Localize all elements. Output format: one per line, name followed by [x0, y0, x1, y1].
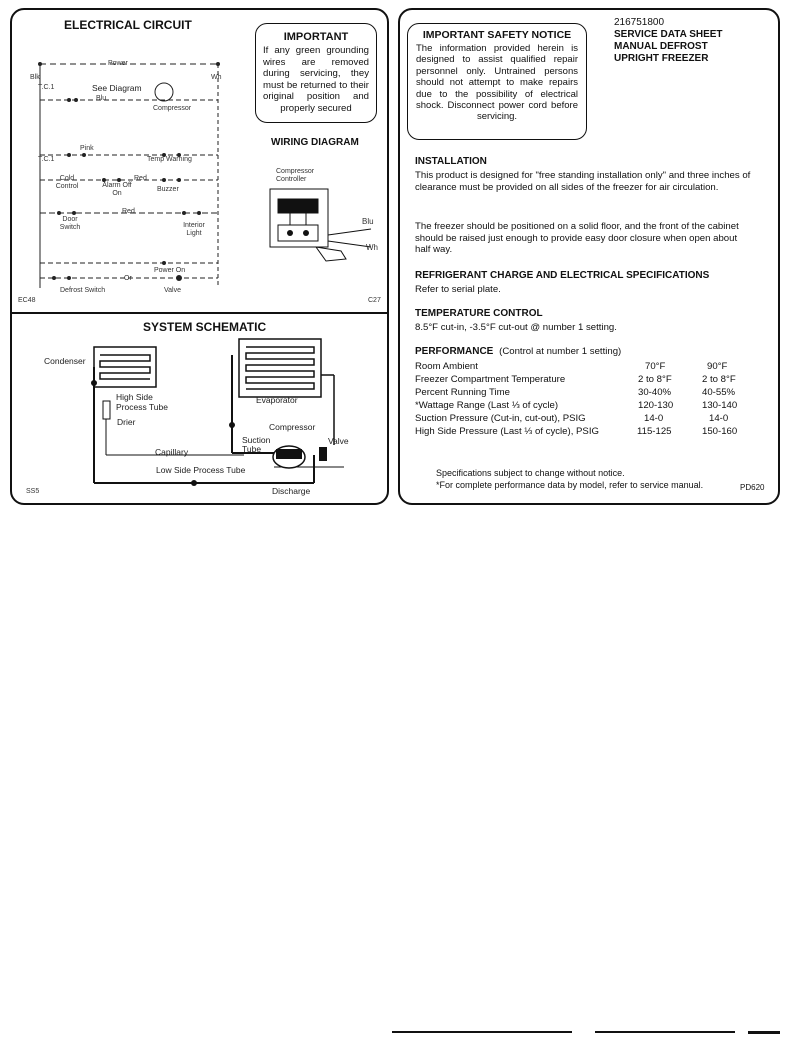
label-red: Red — [134, 175, 147, 182]
label-door-switch: Door Switch — [59, 216, 81, 232]
label-valve: Valve — [164, 287, 181, 294]
footer-note2: *For complete performance data by model, refer to service manual. — [436, 480, 704, 490]
perf-label: Percent Running Time — [415, 387, 510, 398]
perf-label: *Wattage Range (Last ⅓ of cycle) — [415, 400, 559, 411]
performance-heading-line — [415, 347, 621, 357]
footer-code: PD620 — [740, 483, 765, 492]
electrical-code-right: C27 — [368, 297, 381, 304]
schematic-discharge: Discharge — [272, 486, 311, 496]
label-power-on: Power On — [154, 267, 186, 274]
perf-label: Room Ambient — [415, 361, 478, 372]
label-or: Or — [124, 275, 132, 282]
bottom-edge-line-2 — [595, 1031, 735, 1033]
label-tc1: T.C.1 — [38, 84, 55, 91]
schematic-high-side: High Side Process Tube — [116, 392, 168, 412]
header-line2: MANUAL DEFROST — [614, 41, 708, 52]
schematic-drier: Drier — [117, 417, 136, 427]
label-buzzer: Buzzer — [157, 186, 179, 193]
perf-b: 90°F — [707, 361, 728, 372]
installation-para1: This product is designed for "free standing installation only" and three inches of clearance must be provided on all sides of the freezer for air circulation. — [415, 170, 751, 193]
temperature-heading: TEMPERATURE CONTROL — [415, 308, 543, 319]
refrigerant-heading: REFRIGERANT CHARGE AND ELECTRICAL SPECIFICATIONS — [415, 270, 710, 281]
performance-table — [415, 361, 785, 451]
schematic-compressor: Compressor — [269, 422, 316, 432]
perf-a: 30-40% — [638, 387, 672, 398]
safety-notice-body: The information provided herein is designed to assist qualified repair personnel only. Untrained persons should not attempt to make repairs due to the possibility of electrical shock. Disconnect power cord before servicing. — [416, 43, 578, 123]
schematic-suction-tube: Suction Tube — [242, 435, 271, 455]
label-power: Power — [108, 60, 128, 67]
part-number: 216751800 — [614, 17, 665, 28]
bottom-edge-line-3 — [748, 1031, 780, 1034]
performance-row — [415, 426, 785, 440]
wiring-wh: Wh — [366, 243, 378, 252]
perf-a: 2 to 8°F — [638, 374, 672, 385]
wiring-blu: Blu — [362, 217, 374, 226]
label-tc1b: T.C.1 — [38, 156, 55, 163]
label-pink: Pink — [80, 145, 94, 152]
header-line1: SERVICE DATA SHEET — [614, 29, 723, 40]
installation-para2: The freezer should be positioned on a solid floor, and the front of the cabinet should be raised just enough to provide easy door closure when open about half way. — [415, 221, 739, 255]
perf-a: 70°F — [645, 361, 666, 372]
important-box — [255, 23, 377, 123]
label-compressor: Compressor — [153, 105, 192, 112]
perf-a: 115-125 — [637, 426, 672, 437]
performance-row — [415, 374, 785, 388]
label-blu: Blu — [96, 95, 107, 102]
label-cold-control: Cold Control — [55, 175, 79, 191]
performance-heading-note: (Control at number 1 setting) — [499, 346, 622, 357]
footer-note1: Specifications subject to change without notice. — [436, 468, 625, 478]
important-body: If any green grounding wires are removed during servicing, they must be returned to their original position and properly secured — [263, 45, 369, 114]
label-interior-light: Interior Light — [183, 222, 205, 238]
bottom-edge-line-1 — [392, 1031, 572, 1033]
perf-b: 130-140 — [702, 400, 738, 411]
perf-label: Freezer Compartment Temperature — [415, 374, 566, 385]
schematic-evaporator: Evaporator — [256, 395, 298, 405]
electrical-circuit-diagram — [14, 40, 244, 310]
label-red2: Red — [122, 208, 135, 215]
installation-heading: INSTALLATION — [415, 156, 487, 167]
perf-label: High Side Pressure (Last ⅓ of cycle), PSIG — [415, 426, 599, 437]
temperature-body: 8.5°F cut-in, -3.5°F cut-out @ number 1 setting. — [415, 322, 617, 333]
label-blk: Blk — [30, 74, 40, 81]
perf-b: 40-55% — [702, 387, 736, 398]
schematic-capillary: Capillary — [155, 447, 189, 457]
schematic-valve: Valve — [328, 436, 349, 446]
perf-b: 150-160 — [702, 426, 738, 437]
perf-b: 2 to 8°F — [702, 374, 736, 385]
safety-notice-title: IMPORTANT SAFETY NOTICE — [422, 29, 572, 41]
schematic-code: SS5 — [26, 488, 40, 495]
schematic-condenser: Condenser — [44, 356, 86, 366]
wiring-diagram — [266, 185, 376, 265]
perf-a: 120-130 — [638, 400, 674, 411]
header-line3: UPRIGHT FREEZER — [614, 53, 709, 64]
label-wh: Wh — [211, 74, 222, 81]
wiring-compressor-controller: Compressor Controller — [276, 168, 315, 184]
safety-notice-box — [407, 23, 587, 140]
perf-a: 14-0 — [644, 413, 664, 424]
electrical-title: ELECTRICAL CIRCUIT — [64, 18, 192, 32]
refrigerant-body: Refer to serial plate. — [415, 284, 501, 295]
performance-row — [415, 387, 785, 401]
electrical-code-left: EC48 — [18, 297, 36, 304]
label-temp-warning: Temp Warning — [147, 156, 192, 163]
perf-label: Suction Pressure (Cut-in, cut-out), PSIG — [415, 413, 586, 424]
performance-row — [415, 413, 785, 427]
wiring-title: WIRING DIAGRAM — [271, 137, 359, 148]
label-defrost-switch: Defrost Switch — [60, 287, 106, 294]
perf-b: 14-0 — [709, 413, 729, 424]
performance-heading: PERFORMANCE — [415, 346, 494, 357]
left-divider — [10, 312, 389, 314]
important-title: IMPORTANT — [283, 31, 349, 43]
schematic-title: SYSTEM SCHEMATIC — [143, 320, 267, 334]
label-see-diagram: See Diagram — [92, 83, 142, 93]
schematic-low-side: Low Side Process Tube — [156, 465, 246, 475]
performance-row — [415, 361, 785, 375]
performance-row — [415, 400, 785, 414]
label-alarm: Alarm Off On — [102, 182, 132, 198]
